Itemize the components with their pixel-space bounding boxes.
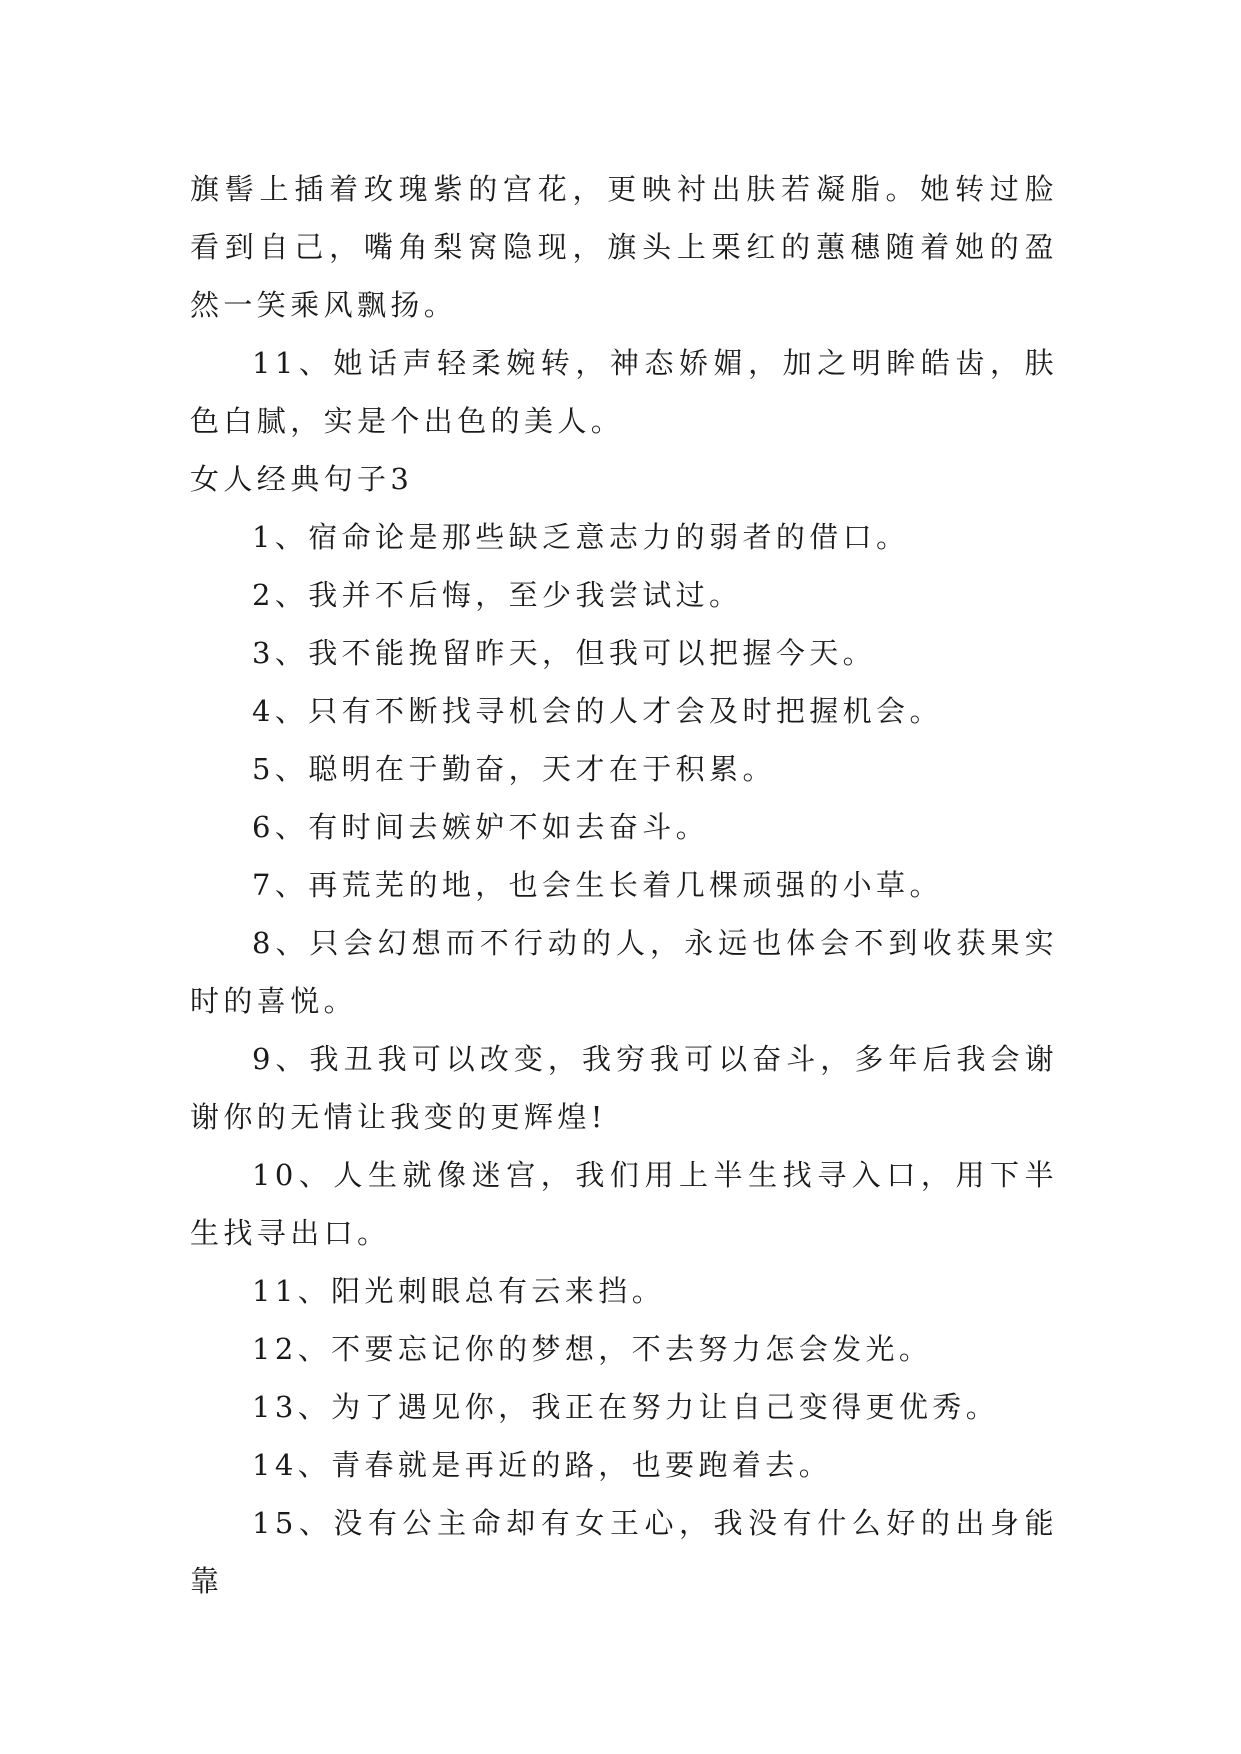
sentence-item: 3、我不能挽留昨天，但我可以把握今天。: [252, 636, 877, 670]
sentence-item: 7、再荒芜的地，也会生长着几棵顽强的小草。: [252, 868, 943, 902]
paragraph-continuation: 旗髻上插着玫瑰紫的宫花，更映衬出肤若凝脂。她转过脸看到自己，嘴角梨窝隐现，旗头上栗红的蕙穗随着她的盈然一笑乘风飘扬。: [190, 172, 1058, 322]
sentence-item: 8、只会幻想而不行动的人，永远也体会不到收获果实时的喜悦。: [190, 926, 1058, 1018]
sentence-item: 6、有时间去嫉妒不如去奋斗。: [252, 810, 710, 844]
sentence-item: 11、阳光刺眼总有云来挡。: [252, 1274, 666, 1308]
sentence-item: 4、只有不断找寻机会的人才会及时把握机会。: [252, 694, 943, 728]
sentence-item: 10、人生就像迷宫，我们用上半生找寻入口，用下半生找寻出口。: [190, 1158, 1058, 1250]
sentence-item: 5、聪明在于勤奋，天才在于积累。: [252, 752, 776, 786]
sentence-item: 2、我并不后悔，至少我尝试过。: [252, 578, 743, 612]
sentence-item: 14、青春就是再近的路，也要跑着去。: [252, 1448, 833, 1482]
sentence-item: 9、我丑我可以改变，我穷我可以奋斗，多年后我会谢谢你的无情让我变的更辉煌!: [190, 1042, 1058, 1134]
section-heading: 女人经典句子3: [190, 462, 414, 496]
sentence-item: 12、不要忘记你的梦想，不去努力怎会发光。: [252, 1332, 933, 1366]
paragraph-item-11: 11、她话声轻柔婉转，神态娇媚，加之明眸皓齿，肤色白腻，实是个出色的美人。: [190, 346, 1058, 438]
sentence-item: 1、宿命论是那些缺乏意志力的弱者的借口。: [252, 520, 910, 554]
sentence-item: 15、没有公主命却有女王心，我没有什么好的出身能靠: [190, 1506, 1058, 1598]
document-body: [190, 160, 1058, 1610]
sentence-item: 13、为了遇见你，我正在努力让自己变得更优秀。: [252, 1390, 1000, 1424]
